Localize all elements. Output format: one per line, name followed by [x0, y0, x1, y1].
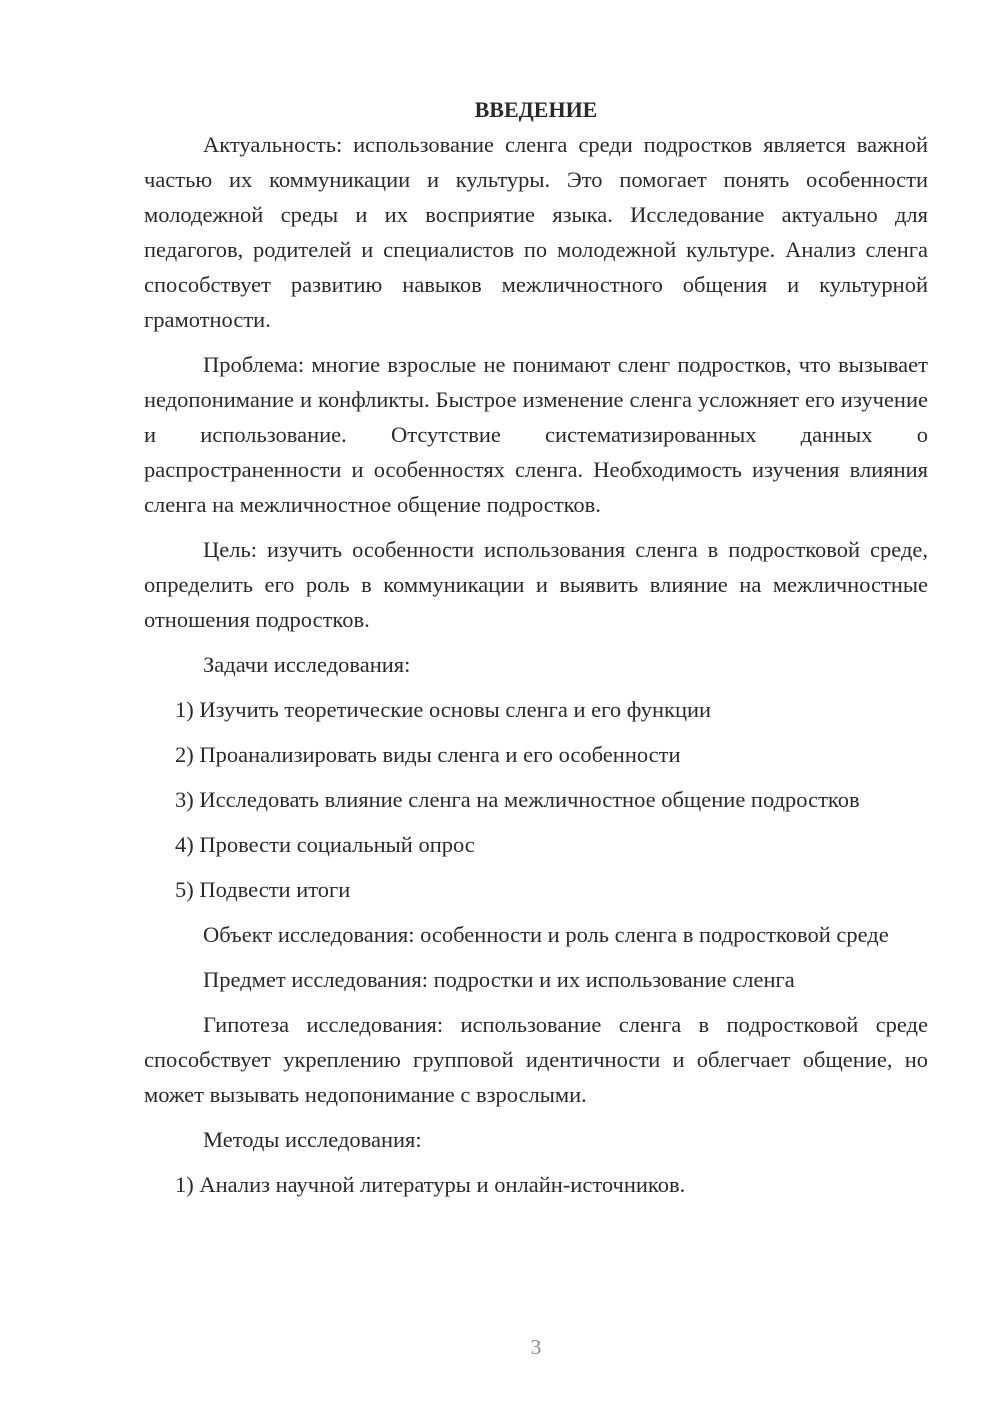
object-paragraph: Объект исследования: особенности и роль сленга в подростковой среде [203, 922, 889, 947]
task-item: 2) Проанализировать виды сленга и его особенности [175, 742, 681, 767]
methods-heading: Методы исследования: [203, 1127, 422, 1152]
task-item: 3) Исследовать влияние сленга на межличностное общение подростков [175, 787, 860, 812]
task-item: 5) Подвести итоги [175, 877, 351, 902]
task-item: 4) Провести социальный опрос [175, 832, 475, 857]
page-number: 3 [530, 1335, 542, 1359]
tasks-heading: Задачи исследования: [203, 652, 411, 677]
task-item: 1) Изучить теоретические основы сленга и его функции [175, 697, 712, 722]
page-content [144, 92, 928, 1202]
relevance-paragraph: Актуальность: использование сленга среди подростков является важной частью их коммуникации и культуры. Это помогает понять особенности молодежной среды и их восприятие языка. Исследование актуально для педагогов, родителей и специалистов по молодежной культуре. Анализ сленга способствует развитию навыков межличностного общения и культурной грамотности. [144, 132, 928, 332]
method-item: 1) Анализ научной литературы и онлайн-источников. [175, 1172, 686, 1197]
problem-paragraph: Проблема: многие взрослые не понимают сленг подростков, что вызывает недопонимание и конфликты. Быстрое изменение сленга усложняет его изучение и использование. Отсутствие систематизированных данных о распространенности и особенностях сленга. Необходимость изучения влияния сленга на межличностное общение подростков. [144, 352, 928, 517]
subject-paragraph: Предмет исследования: подростки и их использование сленга [203, 967, 795, 992]
goal-paragraph: Цель: изучить особенности использования сленга в подростковой среде, определить его роль в коммуникации и выявить влияние на межличностные отношения подростков. [144, 537, 928, 632]
hypothesis-paragraph: Гипотеза исследования: использование сленга в подростковой среде способствует укреплению групповой идентичности и облегчает общение, но может вызывать недопонимание с взрослыми. [144, 1012, 928, 1107]
section-title: ВВЕДЕНИЕ [474, 97, 598, 122]
